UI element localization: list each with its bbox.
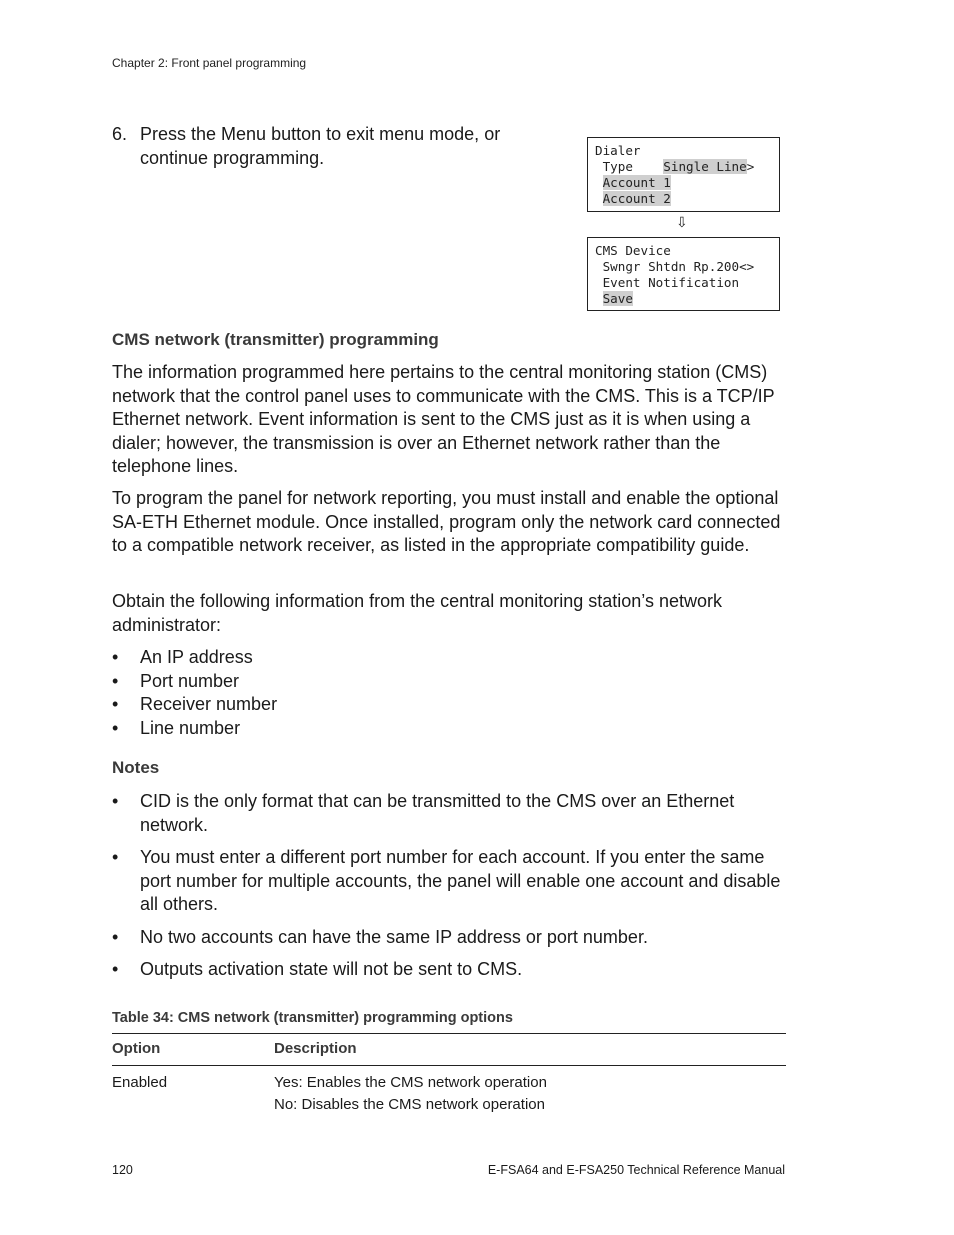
step-instruction [112,122,532,170]
notes-list [112,790,792,991]
lcd-line: Event Notification [602,275,740,290]
list-item-text: Port number [140,670,240,691]
note-text: Outputs activation state will not be sent to CMS. [140,959,523,979]
info-bullet-list [112,646,792,740]
option-cell: Enabled [112,1074,168,1091]
note-item [112,790,792,837]
notes-heading: Notes [112,758,160,777]
section-heading: CMS network (transmitter) programming [112,330,439,349]
lcd-screen-dialer [587,137,780,212]
list-item [112,717,792,741]
note-text: You must enter a different port number for each account. If you enter the same port number for multiple accounts, the panel will enable one account and disable all others. [140,847,781,914]
note-text: No two accounts can have the same IP address or port number. [140,926,648,947]
lcd-screen-cms-device [587,237,780,311]
chapter-header: Chapter 2: Front panel programming [112,56,307,70]
lcd-line: Swngr Shtdn Rp.200<> [602,259,755,274]
list-item [112,670,792,694]
options-table [112,1033,786,1116]
down-arrow-icon: ⇩ [676,214,688,230]
bullet-icon: • [112,926,119,947]
bullet-icon: • [112,847,119,867]
bullet-icon: • [112,791,119,811]
column-header-description: Description [274,1034,786,1066]
lcd-title: CMS Device [595,243,671,258]
lcd-title: Dialer [595,143,641,158]
list-item-text: An IP address [140,647,253,667]
description-line: No: Disables the CMS network operation [274,1096,545,1113]
table-caption: Table 34: CMS network (transmitter) programming options [112,1010,513,1026]
step-number: 6. [112,124,128,144]
table-header-row [112,1034,786,1066]
bullet-icon: • [112,694,119,714]
description-cell [274,1066,786,1117]
lcd-type-value: Single Line [663,159,747,174]
bullet-icon: • [112,670,119,691]
note-item [112,846,792,917]
paragraph: To program the panel for network reporting, you must install and enable the optional SA-ETH Ethernet module. Once installed, program only the network card connected to a compatible network receiver, as listed in the appropriate compatibility guide. [112,488,781,555]
list-item [112,693,792,717]
bullet-icon: • [112,959,119,979]
column-header-option: Option [112,1034,274,1066]
list-item-text: Receiver number [140,694,278,714]
lcd-type-label: Type [602,159,633,174]
lcd-account-1: Account 1 [602,175,671,190]
paragraph: Obtain the following information from the central monitoring station’s network administrator: [112,591,722,635]
description-line: Yes: Enables the CMS network operation [274,1074,547,1091]
list-item [112,646,792,670]
manual-title: E-FSA64 and E-FSA250 Technical Reference Manual [487,1163,785,1177]
lcd-type-suffix: > [746,159,755,174]
lcd-save: Save [602,291,633,306]
list-item-text: Line number [140,717,241,738]
note-item [112,926,792,950]
paragraph: The information programmed here pertains to the central monitoring station (CMS) network that the control panel uses to communicate with the CMS. This is a TCP/IP Ethernet network. Event information is sent to the CMS just as it is when using a dialer; however, the transmission is over an Ethernet network rather than the telephone lines. [112,362,775,476]
bullet-icon: • [112,647,119,667]
table-row [112,1066,786,1117]
note-item [112,958,792,982]
note-text: CID is the only format that can be transmitted to the CMS over an Ethernet network. [140,791,735,835]
step-text: Press the Menu button to exit menu mode, or continue programming. [140,124,501,168]
page-number: 120 [112,1163,133,1177]
bullet-icon: • [112,717,119,738]
lcd-account-2: Account 2 [602,191,671,206]
